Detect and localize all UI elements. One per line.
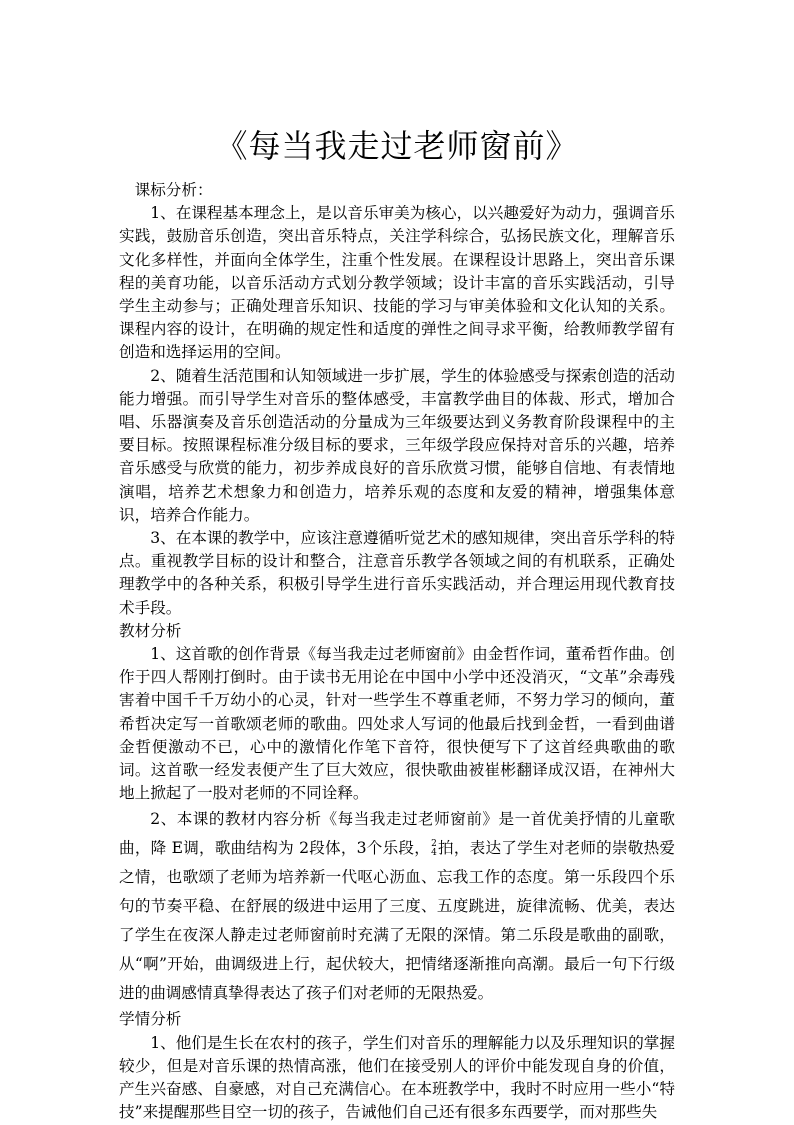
material-paragraph-2-end: 拍，表达了学生对老师的崇敬热爱之情，也歌颂了老师为培养新一代呕心沥血、忘我工作的态度。第一乐段四个乐句的节奏平稳、在舒展的级进中运用了三度、五度跳进，旋律流畅、优美，表达了学生在夜深人静走过老师窗前时充满了无限的深情。第二乐段是歌曲的副歌，从“啊”开始，曲调级进上行，起伏较大，把情绪逐渐推向高潮。最后一句下行级进的曲调感情真挚得表达了孩子们对老师的无限热爱。 [119,839,675,1003]
learner-paragraph-1: 1、他们是生长在农村的孩子，学生们对音乐的理解能力以及乐理知识的掌握较少，但是对音乐课的热情高涨，他们在接受别人的评价中能发现自身的价值，产生兴奋感、自豪感，对自己充满信心。在本班教学中，我时不时应用一些小“特技”来提醒那些目空一切的孩子，告诫他们自己还有很多东西要学，而对那些失 [119,1033,675,1122]
curriculum-paragraph-2: 2、随着生活范围和认知领域进一步扩展，学生的体验感受与探索创造的活动能力增强。而引导学生对音乐的整体感受，丰富教学曲目的体裁、形式，增加合唱、乐器演奏及音乐创造活动的分量成为三年级要达到义务教育阶段课程中的主要目标。按照课程标准分级目标的要求，三年级学段应保持对音乐的兴趣，培养音乐感受与欣赏的能力，初步养成良好的音乐欣赏习惯，能够自信地、有表情地演唱，培养艺术想象力和创造力，培养乐观的态度和友爱的精神，增强集体意识，培养合作能力。 [119,366,675,524]
time-signature [431,840,437,858]
material-paragraph-1: 1、这首歌的创作背景《每当我走过老师窗前》由金哲作词，董希哲作曲。创作于四人帮刚打倒时。由于读书无用论在中国中小学中还没消灭，“文革”余毒残害着中国千千万幼小的心灵，针对一些学生不尊重老师，不努力学习的倾向，董希哲决定写一首歌颂老师的歌曲。四处求人写词的他最后找到金哲，一看到曲谱金哲便激动不已，心中的激情化作笔下音符，很快便写下了这首经典歌曲的歌词。这首歌一经发表便产生了巨大效应，很快歌曲被崔彬翻译成汉语，在神州大地上掀起了一股对老师的不同诠释。 [119,645,675,803]
material-analysis-heading: 教材分析 [119,621,182,640]
curriculum-paragraph-1: 1、在课程基本理念上，是以音乐审美为核心，以兴趣爱好为动力，强调音乐实践，鼓励音乐创造，突出音乐特点，关注学科综合，弘扬民族文化，理解音乐文化多样性，并面向全体学生，注重个性发展。在课程设计思路上，突出音乐课程的美育功能，以音乐活动方式划分教学领域；设计丰富的音乐实践活动，引导学生主动参与；正确处理音乐知识、技能的学习与审美体验和文化认知的关系。课程内容的设计，在明确的规定性和适度的弹性之间寻求平衡，给教师教学留有创造和选择运用的空间。 [119,204,675,362]
material-paragraph-2-start: 2、本课的教材内容分析《每当我走过老师窗前》是一首优美抒情的儿童歌曲，降 E调，歌曲结构为 2段体，3个乐段， [119,810,675,858]
learner-analysis-heading: 学情分析 [119,1010,182,1029]
time-signature-top: 2 [431,839,437,850]
curriculum-analysis-heading: 课标分析： [134,181,213,199]
document-title: 《每当我走过老师窗前》 [215,127,579,165]
material-paragraph-2 [119,805,675,1008]
time-signature-bottom: 4 [431,848,437,859]
curriculum-paragraph-3: 3、在本课的教学中，应该注意遵循听觉艺术的感知规律，突出音乐学科的特点。重视教学目标的设计和整合，注意音乐教学各领域之间的有机联系，正确处理教学中的各种关系，积极引导学生进行音乐实践活动，并合理运用现代教育技术手段。 [119,529,675,617]
document-body [119,179,675,1125]
